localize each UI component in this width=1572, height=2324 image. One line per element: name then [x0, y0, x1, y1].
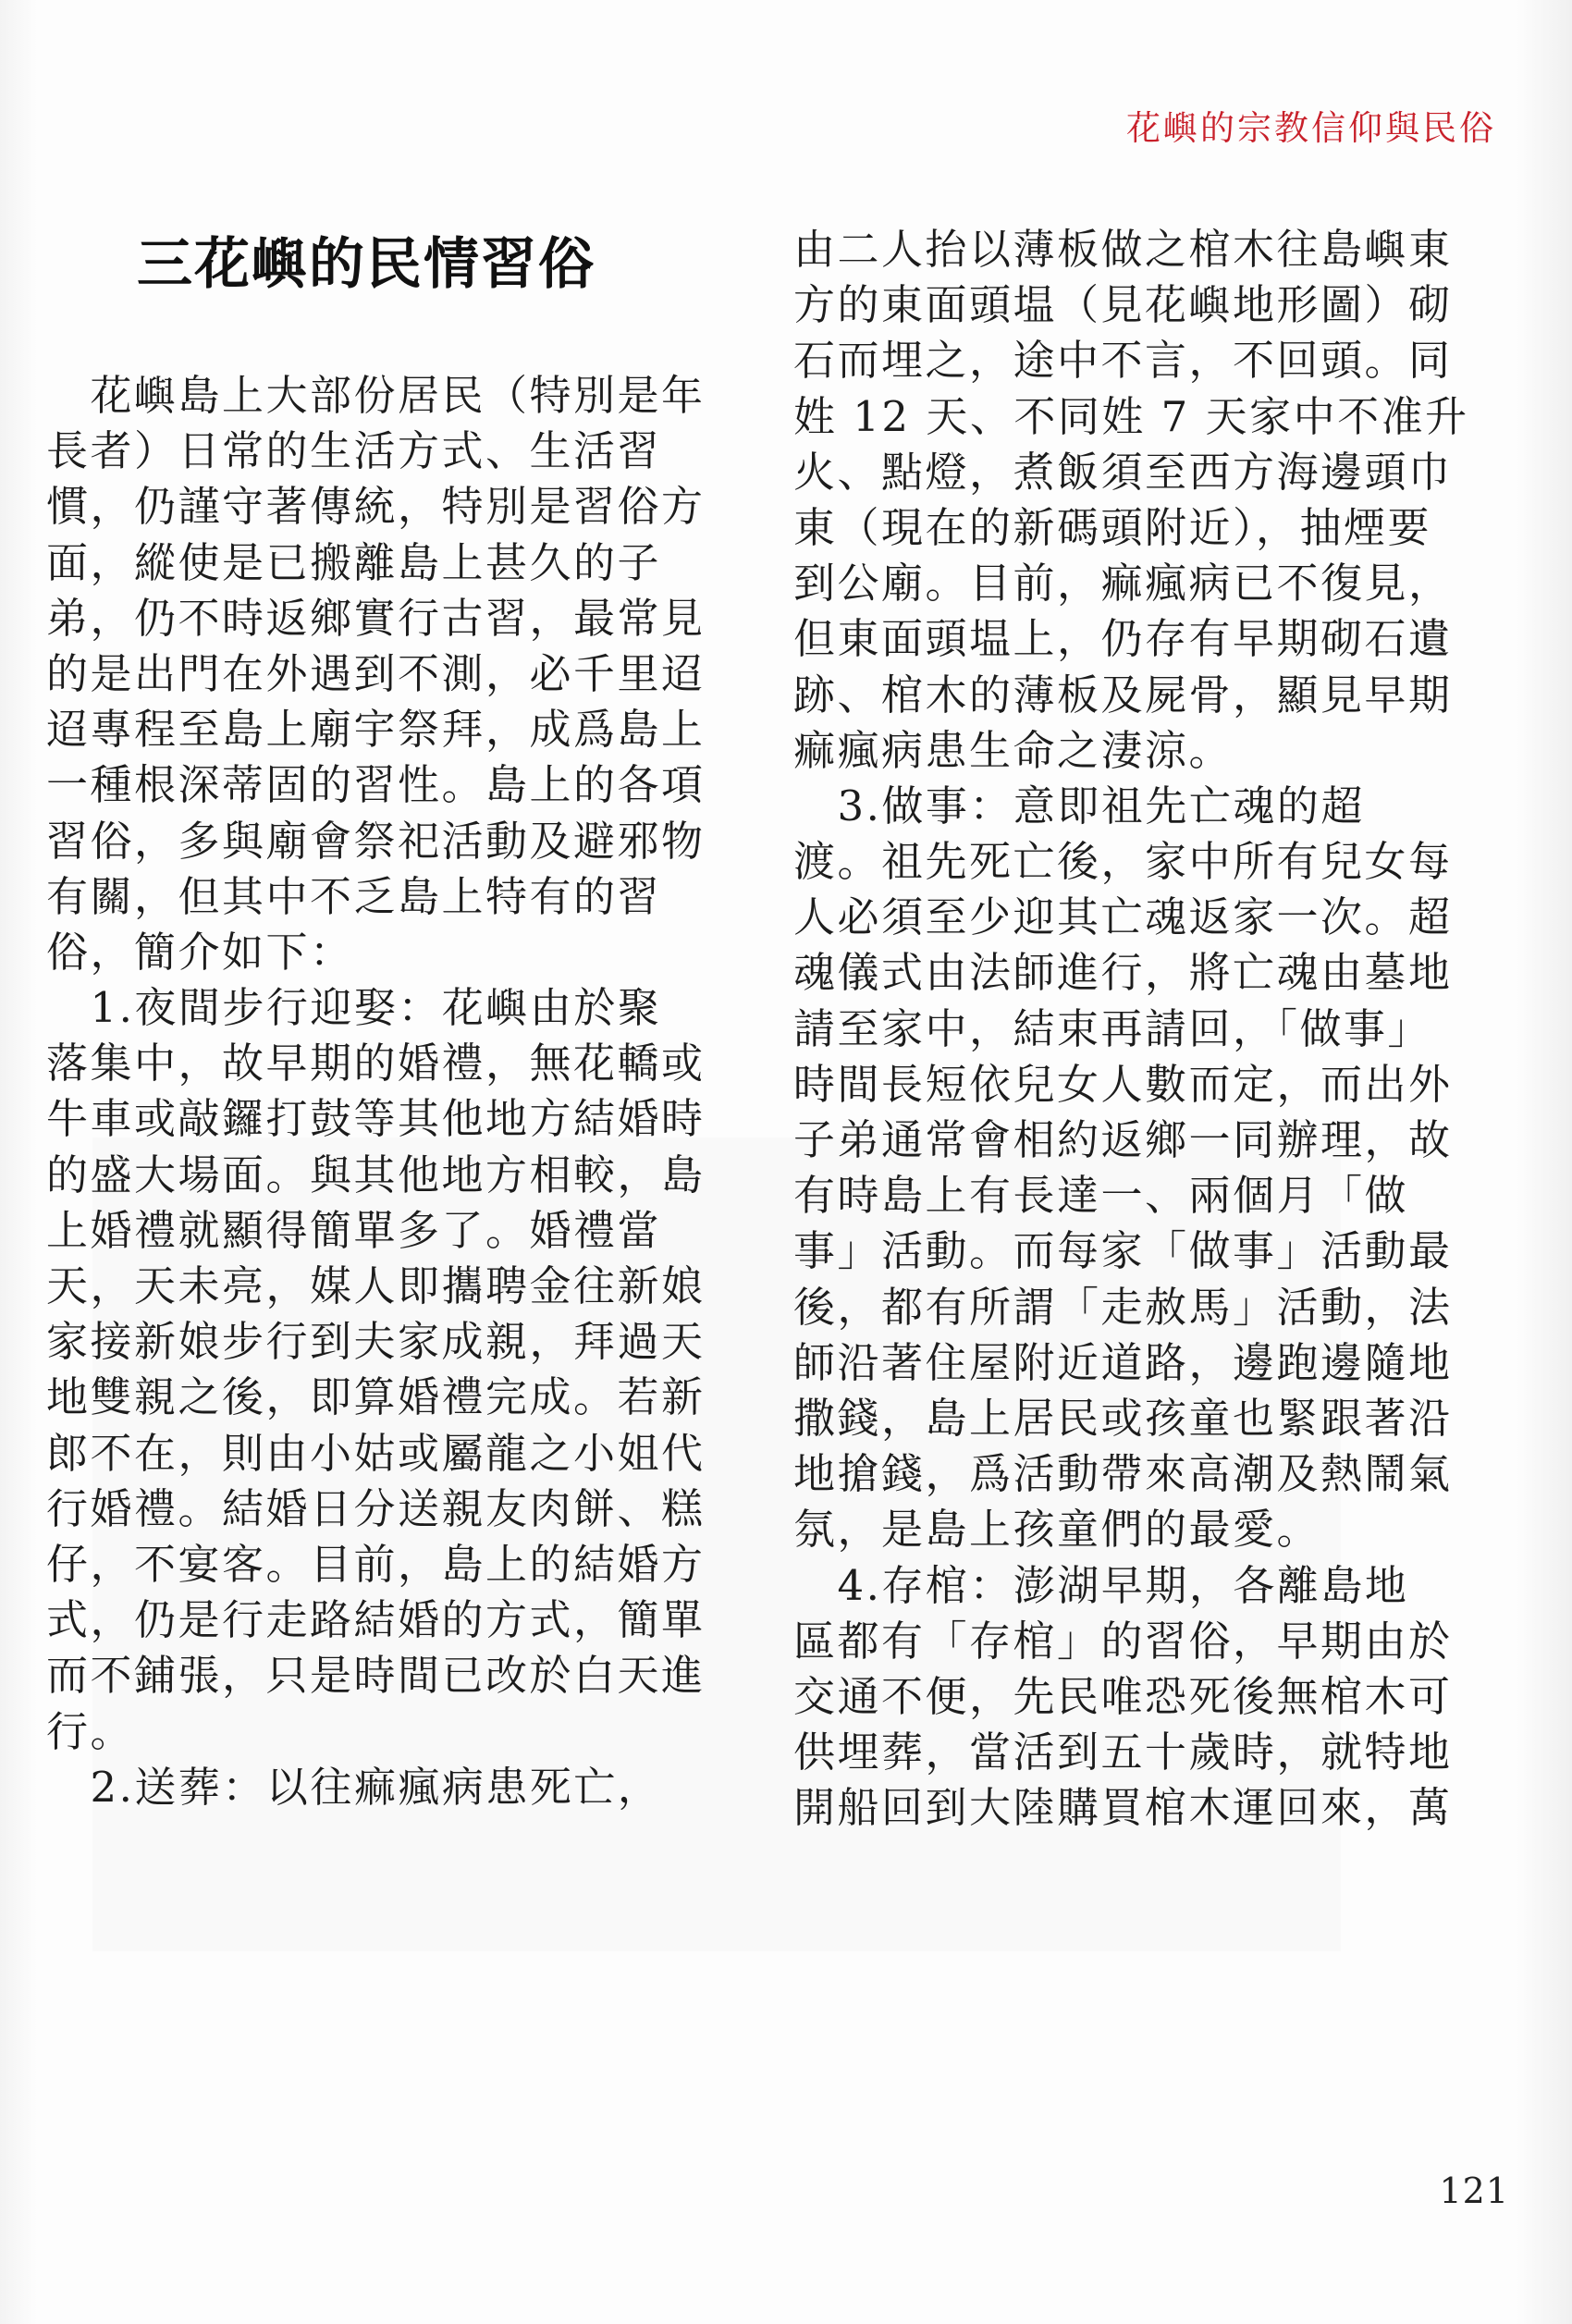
- text-line: 2.送葬：以往痲瘋病患死亡，: [46, 1762, 662, 1812]
- text-line: 俗，簡介如下：: [46, 927, 354, 977]
- text-line: 上婚禮就顯得簡單多了。婚禮當: [46, 1205, 662, 1255]
- text-line: 火、點燈，煮飯須至西方海邊頭巾: [793, 447, 1453, 497]
- text-line: 面，縱使是已搬離島上甚久的子: [46, 537, 662, 587]
- text-line: 而不鋪張，只是時間已改於白天進: [46, 1651, 706, 1701]
- text-line: 區都有「存棺」的習俗，早期由於: [793, 1616, 1453, 1666]
- text-line: 師沿著住屋附近道路，邊跑邊隨地: [793, 1337, 1453, 1387]
- text-line: 方的東面頭塭（見花嶼地形圖）砌: [793, 280, 1453, 330]
- text-line: 渡。祖先死亡後，家中所有兒女每: [793, 837, 1453, 887]
- text-line: 供埋葬，當活到五十歲時，就特地: [793, 1728, 1453, 1777]
- text-line: 後，都有所謂「走赦馬」活動，法: [793, 1282, 1453, 1332]
- right-column: [793, 222, 1469, 1836]
- text-line: 行。: [46, 1706, 135, 1756]
- text-line: 時間長短依兒女人數而定，而出外: [793, 1059, 1453, 1109]
- text-line: 石而埋之，途中不言，不回頭。同: [793, 336, 1453, 386]
- text-line: 3.做事：意即祖先亡魂的超: [793, 781, 1365, 830]
- text-line: 撒錢，島上居民或孩童也緊跟著沿: [793, 1393, 1453, 1443]
- text-line: 魂儀式由法師進行，將亡魂由墓地: [793, 948, 1453, 998]
- text-line: 人必須至少迎其亡魂返家一次。超: [793, 892, 1453, 942]
- text-line: 地搶錢，爲活動帶來高潮及熱鬧氣: [793, 1449, 1453, 1499]
- section-title: 三花嶼的民情習俗: [137, 232, 596, 297]
- text-line: 痲瘋病患生命之淒涼。: [793, 725, 1234, 775]
- text-line: 的是出門在外遇到不測，必千里迢: [46, 648, 706, 698]
- text-line: 地雙親之後，即算婚禮完成。若新: [46, 1372, 706, 1422]
- text-line: 到公廟。目前，痲瘋病已不復見，: [793, 559, 1453, 609]
- text-line: 但東面頭塭上，仍存有早期砌石遺: [793, 614, 1453, 664]
- text-line: 子弟通常會相約返鄉一同辦理，故: [793, 1115, 1453, 1164]
- text-line: 開船回到大陸購買棺木運回來，萬: [793, 1783, 1453, 1833]
- text-line: 迢專程至島上廟宇祭拜，成爲島上: [46, 705, 706, 755]
- text-line: 的盛大場面。與其他地方相較，島: [46, 1150, 706, 1199]
- text-line: 由二人抬以薄板做之棺木往島嶼東: [793, 225, 1453, 274]
- text-line: 習俗，多與廟會祭祀活動及避邪物: [46, 816, 706, 866]
- text-line: 請至家中，結束再請回，「做事」: [793, 1003, 1432, 1053]
- text-line: 家接新娘步行到夫家成親，拜過天: [46, 1317, 706, 1367]
- text-line: 事」活動。而每家「做事」活動最: [793, 1226, 1453, 1276]
- text-line: 東（現在的新碼頭附近），抽煙要: [793, 502, 1432, 552]
- text-line: 氛，是島上孩童們的最愛。: [793, 1505, 1321, 1555]
- text-line: 一種根深蒂固的習性。島上的各項: [46, 760, 706, 810]
- text-line: 有關，但其中不乏島上特有的習: [46, 871, 662, 921]
- text-line: 天，天未亮，媒人即攜聘金往新娘: [46, 1261, 706, 1310]
- text-line: 有時島上有長達一、兩個月「做: [793, 1171, 1409, 1221]
- text-line: 行婚禮。結婚日分送親友肉餅、糕: [46, 1483, 706, 1533]
- text-line: 4.存棺：澎湖早期，各離島地: [793, 1560, 1409, 1610]
- text-line: 花嶼島上大部份居民（特別是年: [46, 371, 706, 420]
- text-line: 式，仍是行走路結婚的方式，簡單: [46, 1595, 706, 1645]
- text-line: 1.夜間步行迎娶：花嶼由於聚: [46, 983, 662, 1033]
- text-line: 落集中，故早期的婚禮，無花轎或: [46, 1039, 706, 1088]
- text-line: 跡、棺木的薄板及屍骨，顯見早期: [793, 670, 1453, 719]
- page-number: 121: [1439, 2170, 1509, 2211]
- text-line: 仔，不宴客。目前，島上的結婚方: [46, 1539, 706, 1589]
- text-line: 弟，仍不時返鄉實行古習，最常見: [46, 593, 706, 643]
- text-line: 交通不便，先民唯恐死後無棺木可: [793, 1671, 1453, 1721]
- text-line: 姓 12 天、不同姓 7 天家中不准升: [793, 391, 1469, 441]
- text-line: 長者）日常的生活方式、生活習: [46, 426, 662, 476]
- left-column: [46, 368, 706, 1815]
- text-line: 牛車或敲鑼打鼓等其他地方結婚時: [46, 1094, 706, 1144]
- running-header: 花嶼的宗教信仰與民俗: [1126, 108, 1496, 148]
- text-line: 郎不在，則由小姑或屬龍之小姐代: [46, 1428, 706, 1478]
- text-line: 慣，仍謹守著傳統，特別是習俗方: [46, 482, 706, 532]
